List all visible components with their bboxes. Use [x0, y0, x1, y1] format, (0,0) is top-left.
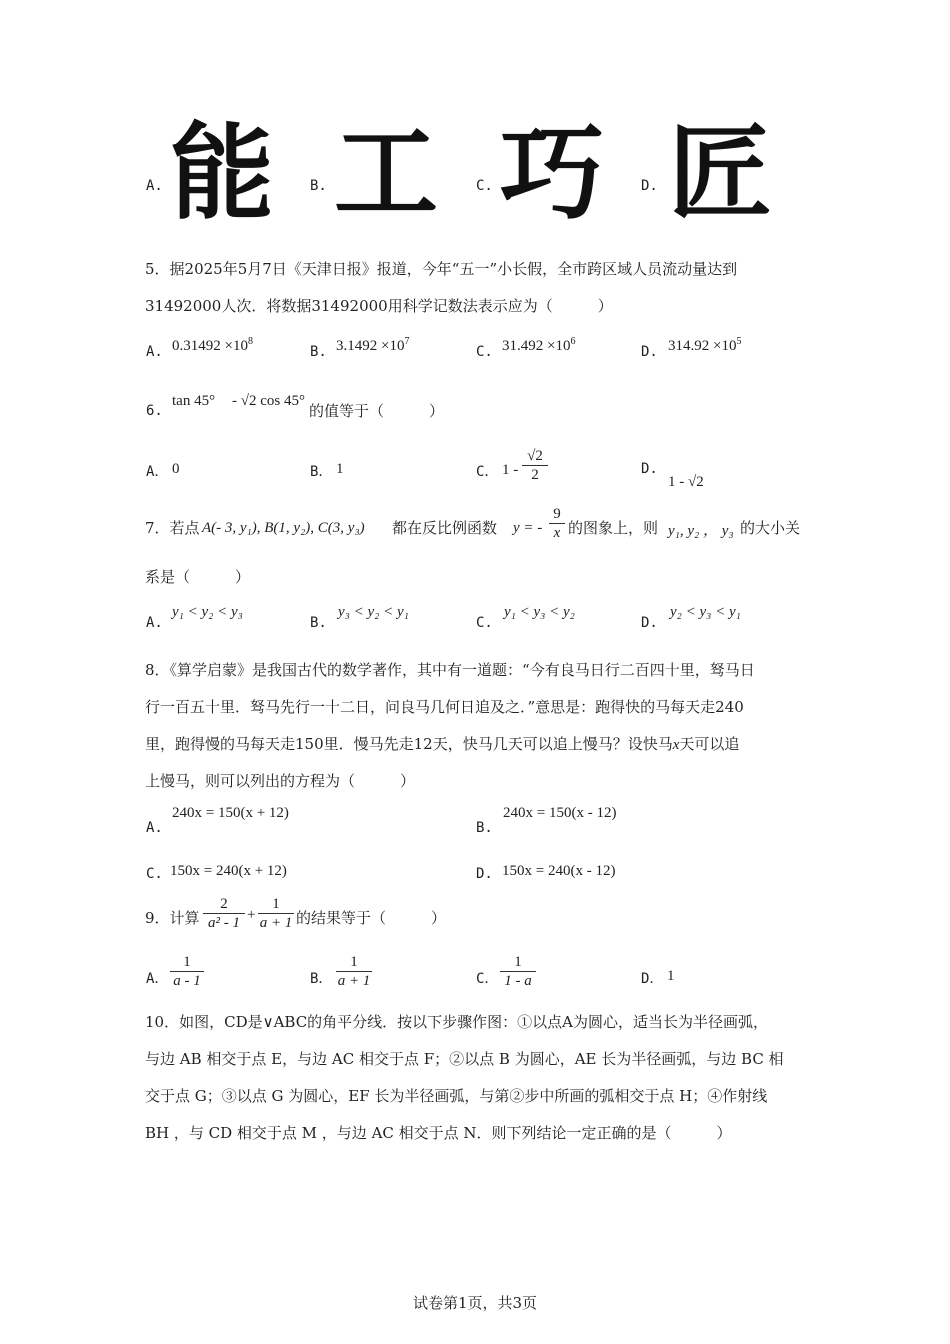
q10-line4: BH ，与 CD 相交于点 M ，与边 AC 相交于点 N．则下列结论一定正确的是（ ） — [145, 1124, 732, 1142]
q4-option-b-char: 工 — [334, 112, 439, 234]
q9-option-b-numerator: 1 — [336, 953, 372, 972]
q4-option-c-char: 巧 — [500, 112, 605, 234]
q7-fraction-denominator: x — [553, 525, 561, 541]
q5-option-c — [502, 332, 575, 356]
q6-option-c-denominator: 2 — [531, 467, 539, 483]
q4-option-c-label: C. — [476, 178, 493, 194]
q9-option-b-denominator: a + 1 — [337, 973, 371, 989]
q9-option-a-denominator: a - 1 — [173, 973, 201, 989]
q4-option-d-char: 匠 — [668, 112, 773, 234]
q10-line3: 交于点 G；③以点 G 为圆心，EF 长为半径画弧，与第②步中所画的弧相交于点 H；④作射线 — [145, 1087, 768, 1105]
q8-option-a: 240x = 150(x + 12) — [172, 805, 289, 821]
q9-option-d: 1 — [667, 968, 675, 984]
q7-start: 7．若点 — [145, 519, 200, 537]
q5-option-a — [172, 332, 253, 356]
q7-option-a-label: A. — [146, 615, 163, 631]
q9-option-b-fraction — [336, 953, 372, 990]
q9-fraction-2-numerator: 1 — [258, 895, 294, 914]
q5-option-d-mantissa: 314.92 — [668, 338, 710, 354]
q7-option-a: y₁ < y₂ < y₃ — [172, 604, 243, 620]
q6-option-c-label: C． — [476, 464, 499, 480]
q5-option-b-exp: 7 — [404, 336, 410, 347]
q6-option-a-label: A． — [146, 464, 169, 480]
q9-start: 9．计算 — [145, 909, 200, 927]
q9-fraction-1-denominator: a² - 1 — [208, 915, 240, 931]
q5-option-d-exp: 5 — [736, 336, 742, 347]
q7-option-c: y₁ < y₃ < y₂ — [504, 604, 575, 620]
q7-fraction-numerator: 9 — [549, 505, 565, 524]
q6-option-c-fraction — [522, 447, 548, 484]
q8-variable-x: x — [672, 737, 680, 753]
q8-option-b: 240x = 150(x - 12) — [503, 805, 617, 821]
q5-option-b-times: ×10 — [381, 338, 405, 354]
q7-option-b: y₃ < y₂ < y₁ — [338, 604, 409, 620]
q5-option-d-times: ×10 — [713, 338, 737, 354]
q9-option-a-label: A． — [146, 971, 169, 987]
q9-plus: + — [247, 907, 256, 923]
q8-option-a-label: A. — [146, 820, 163, 836]
q9-option-c-numerator: 1 — [500, 953, 536, 972]
q9-option-c-denominator: 1 - a — [504, 973, 532, 989]
q5-option-c-mantissa: 31.492 — [502, 338, 544, 354]
q5-option-b-mantissa: 3.1492 — [336, 338, 378, 354]
q6-option-b: 1 — [336, 461, 344, 477]
q6-expression-a: tan 45° — [172, 393, 216, 409]
q6-option-c-prefix: 1 - — [502, 462, 519, 478]
q8-line3-text: 里，跑得慢的马每天走150里．慢马先走12天，快马几天可以追上慢马？设快马 — [145, 735, 673, 753]
q6-tail: 的值等于（ ） — [309, 402, 445, 420]
q9-option-a-fraction — [170, 953, 204, 990]
q6-number: 6. — [146, 403, 163, 419]
q7-mid: 都在反比例函数 — [392, 519, 498, 537]
q6-option-d: 1 - √2 — [668, 474, 704, 490]
q5-option-a-times: ×10 — [224, 338, 248, 354]
q5-line1: 5．据2025年5月7日《天津日报》报道，今年“五一”小长假，全市跨区域人员流动量达到 — [145, 260, 738, 278]
q7-end: 的大小关 — [740, 519, 801, 537]
q5-option-d — [668, 332, 741, 356]
q8-line1: 8．《算学启蒙》是我国古代的数学著作，其中有一道题：“今有良马日行二百四十里，驽马日 — [145, 661, 755, 679]
q8-option-b-label: B. — [476, 820, 493, 836]
q8-option-c: 150x = 240(x + 12) — [170, 863, 287, 879]
q6-option-b-label: B． — [310, 464, 333, 480]
q9-option-a-numerator: 1 — [170, 953, 204, 972]
q4-option-a-label: A. — [146, 178, 163, 194]
q9-option-c-label: C． — [476, 971, 499, 987]
q4-option-a-char: 能 — [170, 112, 275, 234]
q9-option-c-fraction — [500, 953, 536, 990]
q9-fraction-1-numerator: 2 — [203, 895, 245, 914]
q5-option-d-label: D. — [641, 344, 658, 360]
q7-variables: y₁, y₂ ， y₃ — [668, 523, 734, 539]
q5-option-c-exp: 6 — [570, 336, 576, 347]
q10-line1: 10．如图，CD是∨ABC的角平分线．按以下步骤作图：①以点A为圆心，适当长为半径画弧， — [145, 1013, 769, 1031]
q8-line3 — [145, 734, 739, 755]
q7-option-d-label: D. — [641, 615, 658, 631]
q10-line2: 与边 AB 相交于点 E，与边 AC 相交于点 F；②以点 B 为圆心，AE 长为半径画弧，与边 BC 相 — [145, 1050, 784, 1068]
q5-option-a-label: A. — [146, 344, 163, 360]
q6-option-a: 0 — [172, 461, 180, 477]
q4-option-b-label: B. — [310, 178, 327, 194]
q6-option-d-label: D. — [641, 461, 658, 477]
q7-points: A(- 3, y₁), B(1, y₂), C(3, y₃) — [202, 520, 365, 536]
q8-option-d: 150x = 240(x - 12) — [502, 863, 616, 879]
q7-line2: 系是（ ） — [145, 568, 251, 586]
page-footer: 试卷第1页，共3页 — [412, 1294, 538, 1312]
q9-fraction-2-denominator: a + 1 — [259, 915, 293, 931]
q5-line2: 31492000人次．将数据31492000用科学记数法表示应为（ ） — [145, 297, 613, 315]
q7-option-c-label: C. — [476, 615, 493, 631]
q5-option-b — [336, 332, 409, 356]
q7-option-d: y₂ < y₃ < y₁ — [670, 604, 741, 620]
q5-option-c-times: ×10 — [547, 338, 571, 354]
q8-line3-tail: 天可以追 — [679, 735, 740, 753]
q7-function: y = - — [513, 520, 543, 536]
q9-tail: 的结果等于（ ） — [296, 909, 447, 927]
q6-expression-b: - √2 cos 45° — [232, 393, 305, 409]
q5-option-b-label: B. — [310, 344, 327, 360]
q8-line2: 行一百五十里．驽马先行一十二日，问良马几何日追及之．”意思是：跑得快的马每天走240 — [145, 698, 744, 716]
q4-option-d-label: D. — [641, 178, 658, 194]
q5-option-c-label: C. — [476, 344, 493, 360]
q8-line4: 上慢马，则可以列出的方程为（ ） — [145, 772, 416, 790]
q9-option-d-label: D． — [641, 971, 664, 987]
q8-option-c-label: C. — [146, 866, 163, 882]
q9-option-b-label: B． — [310, 971, 333, 987]
q5-option-a-exp: 8 — [247, 336, 253, 347]
q7-fraction — [549, 505, 565, 542]
q5-option-a-mantissa: 0.31492 — [172, 338, 221, 354]
q8-option-d-label: D. — [476, 866, 493, 882]
q6-option-c-numerator: √2 — [522, 447, 548, 466]
q7-option-b-label: B. — [310, 615, 327, 631]
q7-after-function: 的图象上，则 — [568, 519, 659, 537]
q9-fraction-2 — [258, 895, 294, 932]
q9-fraction-1 — [203, 895, 245, 932]
